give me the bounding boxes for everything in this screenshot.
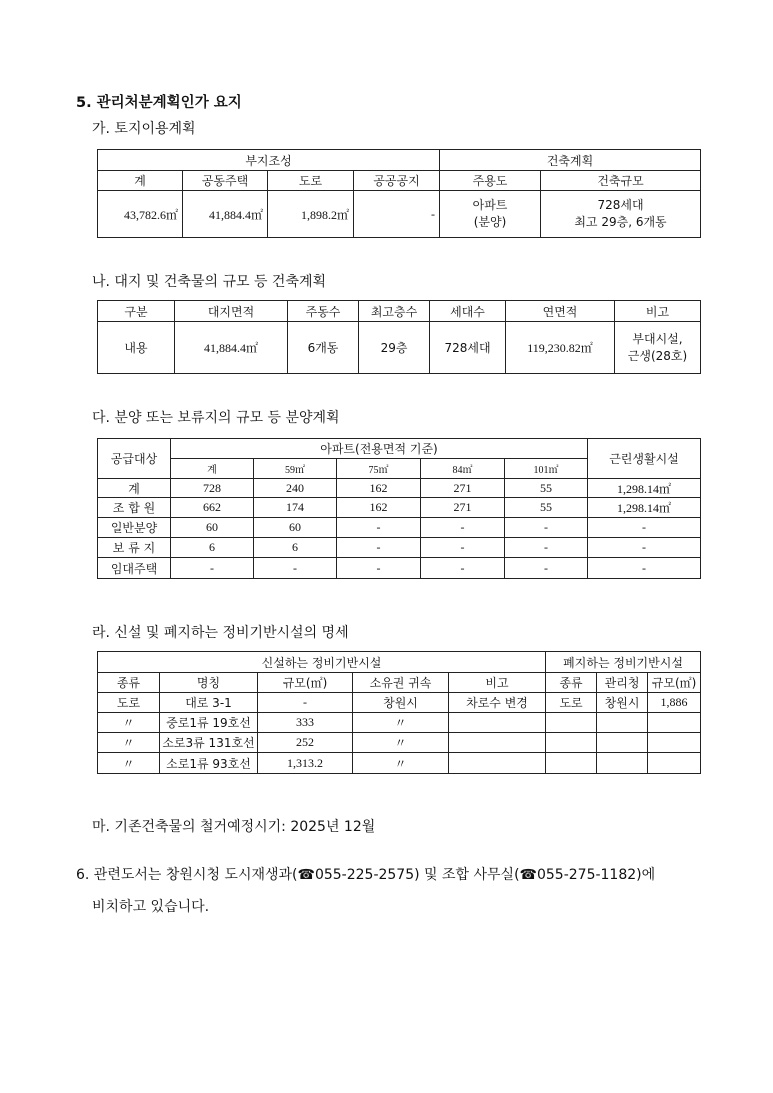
- table-cell: -: [337, 558, 421, 579]
- group-new-header: 신설하는 정비기반시설: [98, 652, 546, 673]
- cell-site-area: 41,884.4㎡: [175, 322, 288, 374]
- table-row: [98, 753, 701, 774]
- table-cell: 60: [171, 518, 254, 538]
- table-cell: [597, 753, 648, 774]
- building-scale-table: [97, 300, 701, 374]
- header-total: 계: [98, 171, 183, 191]
- group-build-header: 건축계획: [440, 150, 701, 171]
- header-category: 구분: [98, 301, 175, 322]
- table-cell: 창원시: [353, 693, 449, 713]
- table-row: [98, 518, 701, 538]
- table-cell: -: [337, 518, 421, 538]
- table-row: [98, 479, 701, 498]
- header-type: 종류: [98, 673, 160, 693]
- table-cell: 55: [505, 479, 588, 498]
- table-row: [98, 558, 701, 579]
- table-cell: 소로1류 93호선: [160, 753, 258, 774]
- subsection-e-title: 마. 기존건축물의 철거예정시기: 2025년 12월: [92, 819, 376, 835]
- table-cell: 〃: [98, 733, 160, 753]
- sub-header-75: 75㎡: [337, 459, 421, 479]
- table-row: [98, 693, 701, 713]
- table-cell: -: [505, 538, 588, 558]
- table-cell: [597, 713, 648, 733]
- table-cell: 728: [171, 479, 254, 498]
- table-cell: 도로: [98, 693, 160, 713]
- cell-use-line2: (분양): [473, 215, 507, 229]
- table-cell: 6: [254, 538, 337, 558]
- section-6-line2: 비치하고 있습니다.: [92, 899, 210, 915]
- table-cell: 1,313.2: [258, 753, 353, 774]
- table-cell: 〃: [98, 753, 160, 774]
- table-cell: 〃: [353, 733, 449, 753]
- subsection-a-title: 가. 토지이용계획: [92, 121, 196, 137]
- header-road: 도로: [268, 171, 354, 191]
- sub-header-total: 계: [171, 459, 254, 479]
- table-cell: 240: [254, 479, 337, 498]
- table-cell: [449, 733, 546, 753]
- table-cell: 271: [421, 498, 505, 518]
- header-buildings: 주동수: [288, 301, 359, 322]
- table-cell: 〃: [98, 713, 160, 733]
- header-remarks: 비고: [449, 673, 546, 693]
- table-cell: -: [258, 693, 353, 713]
- table-cell: 6: [171, 538, 254, 558]
- table-cell: 중로1류 19호선: [160, 713, 258, 733]
- table-cell: [648, 733, 701, 753]
- header-site-area: 대지면적: [175, 301, 288, 322]
- header-use: 주용도: [440, 171, 541, 191]
- table-cell: 창원시: [597, 693, 648, 713]
- table-cell: 〃: [353, 713, 449, 733]
- header-abolish-type: 종류: [546, 673, 597, 693]
- header-abolish-size: 규모(㎡): [648, 673, 701, 693]
- table-cell: 1,298.14㎡: [588, 498, 701, 518]
- sales-plan-table: [97, 438, 701, 579]
- cell-buildings: 6개동: [288, 322, 359, 374]
- row-label: 임대주택: [98, 558, 171, 579]
- table-cell: 60: [254, 518, 337, 538]
- row-label: 조 합 원: [98, 498, 171, 518]
- cell-scale: [541, 191, 701, 238]
- table-cell: 1,298.14㎡: [588, 479, 701, 498]
- row-label: 보 류 지: [98, 538, 171, 558]
- table-cell: -: [588, 538, 701, 558]
- header-apartment: 아파트(전용면적 기준): [171, 439, 588, 459]
- cell-note-line1: 부대시설,: [632, 331, 683, 346]
- header-authority: 관리청: [597, 673, 648, 693]
- table-cell: 252: [258, 733, 353, 753]
- table-cell: 162: [337, 498, 421, 518]
- cell-road: 1,898.2㎡: [268, 191, 354, 238]
- table-cell: 〃: [353, 753, 449, 774]
- header-public: 공공공지: [354, 171, 440, 191]
- cell-units: 728세대: [430, 322, 506, 374]
- table-cell: [449, 753, 546, 774]
- header-housing: 공동주택: [183, 171, 268, 191]
- cell-use-line1: 아파트: [472, 198, 508, 212]
- table-cell: -: [588, 558, 701, 579]
- sub-header-59: 59㎡: [254, 459, 337, 479]
- cell-housing: 41,884.4㎡: [183, 191, 268, 238]
- table-cell: 662: [171, 498, 254, 518]
- cell-note: [615, 322, 701, 374]
- infrastructure-table: [97, 651, 701, 774]
- table-cell: [648, 753, 701, 774]
- header-scale: 건축규모: [541, 171, 701, 191]
- table-cell: 대로 3-1: [160, 693, 258, 713]
- cell-floors: 29층: [359, 322, 430, 374]
- table-cell: -: [254, 558, 337, 579]
- table-cell: -: [171, 558, 254, 579]
- table-row: [98, 538, 701, 558]
- table-cell: [546, 733, 597, 753]
- subsection-b-title: 나. 대지 및 건축물의 규모 등 건축계획: [92, 274, 327, 290]
- cell-public: -: [354, 191, 440, 238]
- table-cell: 차로수 변경: [449, 693, 546, 713]
- table-cell: 도로: [546, 693, 597, 713]
- header-name: 명칭: [160, 673, 258, 693]
- table-cell: -: [421, 538, 505, 558]
- subsection-d-title: 라. 신설 및 폐지하는 정비기반시설의 명세: [92, 625, 349, 641]
- cell-note-line2: 근생(28호): [627, 348, 688, 363]
- row-label: 일반분양: [98, 518, 171, 538]
- header-floors: 최고층수: [359, 301, 430, 322]
- table-row: [98, 498, 701, 518]
- cell-scale-line1: 728세대: [597, 198, 644, 212]
- cell-gfa: 119,230.82㎡: [506, 322, 615, 374]
- table-cell: 271: [421, 479, 505, 498]
- group-site-header: 부지조성: [98, 150, 440, 171]
- table-cell: [546, 753, 597, 774]
- row-label: 계: [98, 479, 171, 498]
- header-target: 공급대상: [98, 439, 171, 479]
- table-cell: [597, 733, 648, 753]
- table-cell: 174: [254, 498, 337, 518]
- table-cell: [546, 713, 597, 733]
- land-use-table: [97, 149, 701, 238]
- table-cell: 1,886: [648, 693, 701, 713]
- header-note: 비고: [615, 301, 701, 322]
- table-cell: 162: [337, 479, 421, 498]
- cell-total: 43,782.6㎡: [98, 191, 183, 238]
- header-units: 세대수: [430, 301, 506, 322]
- table-cell: [648, 713, 701, 733]
- table-cell: -: [421, 518, 505, 538]
- table-cell: -: [588, 518, 701, 538]
- sub-header-84: 84㎡: [421, 459, 505, 479]
- table-row: [98, 733, 701, 753]
- header-retail: 근린생활시설: [588, 439, 701, 479]
- cell-use: [440, 191, 541, 238]
- header-ownership: 소유권 귀속: [353, 673, 449, 693]
- sub-header-101: 101㎡: [505, 459, 588, 479]
- section-5-title: 5. 관리처분계획인가 요지: [76, 95, 242, 111]
- table-cell: 55: [505, 498, 588, 518]
- table-cell: -: [505, 518, 588, 538]
- table-row: [98, 713, 701, 733]
- header-gfa: 연면적: [506, 301, 615, 322]
- group-abolish-header: 폐지하는 정비기반시설: [546, 652, 701, 673]
- cell-scale-line2: 최고 29층, 6개동: [574, 215, 667, 229]
- table-cell: -: [337, 538, 421, 558]
- subsection-c-title: 다. 분양 또는 보류지의 규모 등 분양계획: [92, 410, 340, 426]
- table-cell: -: [505, 558, 588, 579]
- section-6-line1: 6. 관련도서는 창원시청 도시재생과(☎055-225-2575) 및 조합 사무실(☎055-275-1182)에: [76, 867, 656, 883]
- table-cell: -: [421, 558, 505, 579]
- table-cell: 소로3류 131호선: [160, 733, 258, 753]
- cell-label: 내용: [98, 322, 175, 374]
- table-cell: 333: [258, 713, 353, 733]
- header-size: 규모(㎡): [258, 673, 353, 693]
- table-cell: [449, 713, 546, 733]
